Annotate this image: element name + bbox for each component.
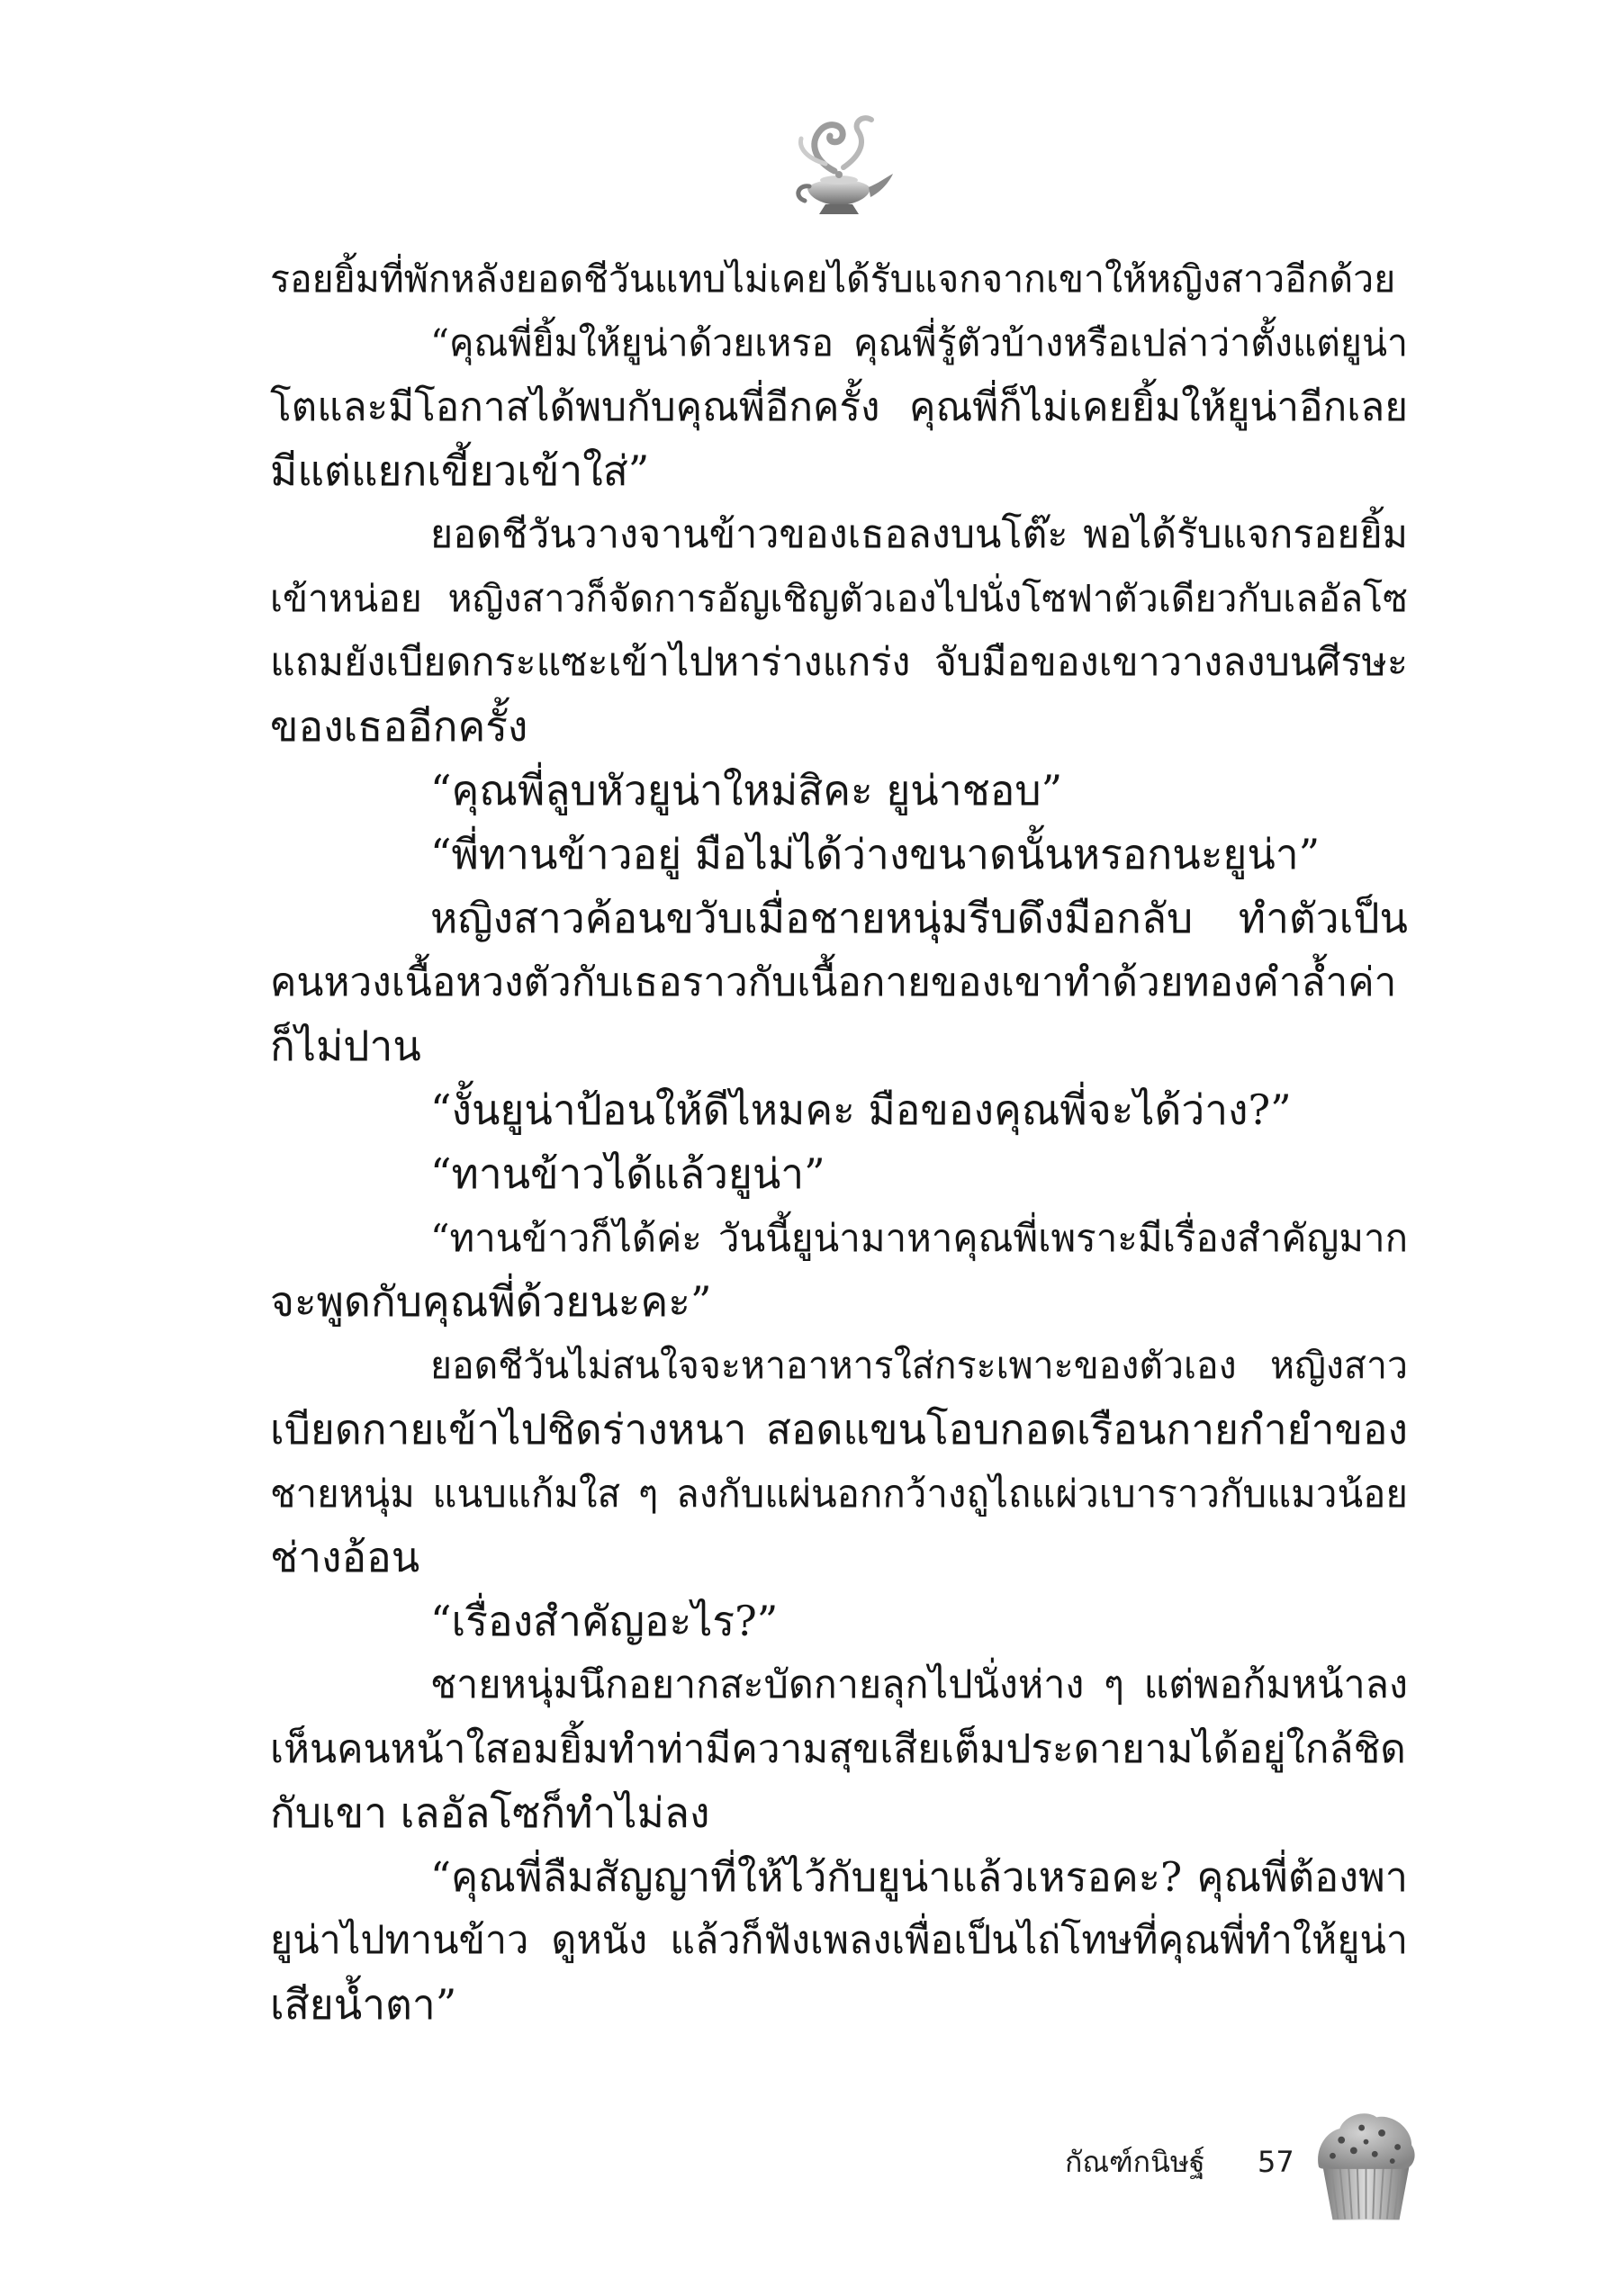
paragraph <box>270 823 1408 887</box>
text-line: หญิงสาวค้อนขวับเมื่อชายหนุ่มรีบดึงมือกลับ ทำตัวเป็น <box>430 894 1408 942</box>
text-line: คนหวงเนื้อหวงตัวกับเธอราวกับเนื้อกายของเขาทำด้วยทองคำล้ำค่า <box>270 959 1397 1005</box>
text-line: “ทานข้าวได้แล้วยูน่า” <box>430 1149 825 1198</box>
text-line: “คุณพี่ลูบหัวยูน่าใหม่สิคะ ยูน่าชอบ” <box>430 766 1063 815</box>
text-line: เบียดกายเข้าไปชิดร่างหนา สอดแขนโอบกอดเรือนกายกำยำของ <box>270 1405 1408 1454</box>
text-line: ยูน่าไปทานข้าว ดูหนัง แล้วก็ฟังเพลงเพื่อเป็นไถ่โทษที่คุณพี่ทำให้ยูน่า <box>270 1918 1408 1963</box>
body-text <box>270 248 1408 2037</box>
text-line: ยอดชีวันไม่สนใจจะหาอาหารใส่กระเพาะของตัวเอง หญิงสาว <box>430 1344 1408 1387</box>
text-line: กับเขา เลอัลโซก็ทำไม่ลง <box>270 1788 710 1837</box>
text-line: ชายหนุ่ม แนบแก้มใส ๆ ลงกับแผ่นอกกว้างถูไถแผ่วเบาราวกับแมวน้อย <box>270 1472 1408 1516</box>
text-line: แถมยังเบียดกระแซะเข้าไปหาร่างแกร่ง จับมือของเขาวางลงบนศีรษะ <box>270 640 1408 685</box>
paragraph <box>270 1078 1408 1142</box>
paragraph <box>270 759 1408 823</box>
text-line: ของเธออีกครั้ง <box>270 702 528 751</box>
text-line: ช่างอ้อน <box>270 1533 420 1581</box>
paragraph <box>270 1206 1408 1334</box>
text-line: “คุณพี่ลืมสัญญาที่ให้ไว้กับยูน่าแล้วเหรอคะ? คุณพี่ต้องพา <box>430 1853 1408 1901</box>
text-line: จะพูดกับคุณพี่ด้วยนะคะ” <box>270 1277 712 1326</box>
muffin-icon <box>1313 2104 1419 2224</box>
text-line: “คุณพี่ยิ้มให้ยูน่าด้วยเหรอ คุณพี่รู้ตัวบ้างหรือเปล่าว่าตั้งแต่ยูน่า <box>430 321 1408 365</box>
text-line: เสียน้ำตา” <box>270 1980 457 2029</box>
text-line: ชายหนุ่มนึกอยากสะบัดกายลุกไปนั่งห่าง ๆ แต่พอก้มหน้าลง <box>430 1662 1408 1707</box>
paragraph <box>270 248 1408 311</box>
paragraph <box>270 1142 1408 1206</box>
text-line: เข้าหน่อย หญิงสาวก็จัดการอัญเชิญตัวเองไปนั่งโซฟาตัวเดียวกับเลอัลโซ <box>270 577 1408 620</box>
text-line: รอยยิ้มที่พักหลังยอดชีวันแทบไม่เคยได้รับแจกจากเขาให้หญิงสาวอีกด้วย <box>270 257 1396 301</box>
text-line: เห็นคนหน้าใสอมยิ้มทำท่ามีความสุขเสียเต็มประดายามได้อยู่ใกล้ชิด <box>270 1726 1406 1772</box>
paragraph <box>270 503 1408 759</box>
paragraph <box>270 311 1408 503</box>
text-line: “ทานข้าวก็ได้ค่ะ วันนี้ยูน่ามาหาคุณพี่เพราะมีเรื่องสำคัญมาก <box>430 1216 1408 1260</box>
footer-author: กัณฑ์กนิษฐ์ <box>1065 2145 1205 2179</box>
text-line: ยอดชีวันวางจานข้าวของเธอลงบนโต๊ะ พอได้รับแจกรอยยิ้ม <box>430 512 1408 557</box>
paragraph <box>270 1653 1408 1845</box>
text-line: มีแต่แยกเขี้ยวเข้าใส่” <box>270 446 650 495</box>
paragraph <box>270 1589 1408 1653</box>
text-line: โตและมีโอกาสได้พบกับคุณพี่อีกครั้ง คุณพี่ก็ไม่เคยยิ้มให้ยูน่าอีกเลย <box>270 384 1408 430</box>
text-line: “งั้นยูน่าป้อนให้ดีไหมคะ มือของคุณพี่จะได้ว่าง?” <box>430 1085 1292 1134</box>
paragraph <box>270 887 1408 1078</box>
paragraph <box>270 1334 1408 1589</box>
teapot-icon <box>780 106 897 223</box>
text-line: “พี่ทานข้าวอยู่ มือไม่ได้ว่างขนาดนั้นหรอกนะยูน่า” <box>430 830 1321 878</box>
page-number: 57 <box>1258 2145 1294 2179</box>
paragraph <box>270 1845 1408 2037</box>
text-line: ก็ไม่ปาน <box>270 1022 421 1070</box>
text-line: “เรื่องสำคัญอะไร?” <box>430 1597 779 1645</box>
